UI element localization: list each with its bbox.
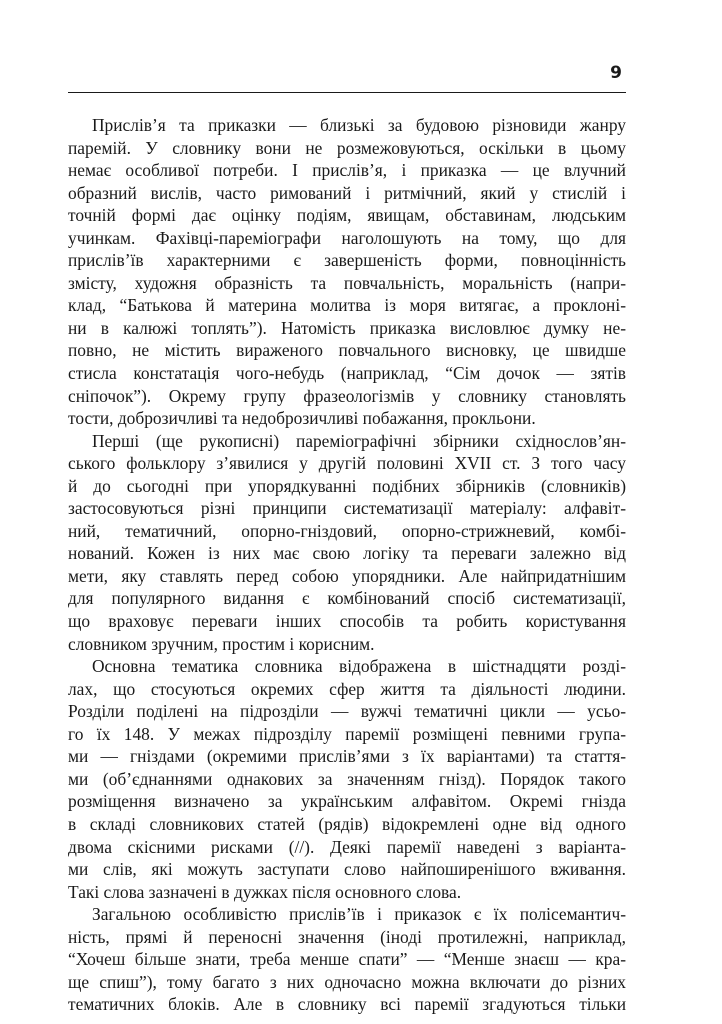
page-header (68, 62, 626, 88)
header-rule (68, 92, 626, 93)
text-line: паремій. У словнику вони не розмежовуються, оскільки в цьому (68, 137, 626, 158)
text-line: словником зручним, простим і корисним. (68, 633, 375, 654)
paragraph (68, 655, 626, 903)
text-line: Основна тематика словника відображена в шістнадцяти розді- (92, 656, 626, 677)
text-line: й до сьогодні при упорядкуванні подібних збірників (словників) (68, 475, 626, 496)
body-text (68, 114, 626, 1016)
text-line: нований. Кожен із них має свою логіку та переваги залежно від (68, 543, 626, 564)
text-line: Розділи поділені на підрозділи — вужчі тематичні цикли — усьо- (68, 701, 626, 722)
text-line: учинкам. Фахівці-пареміографи наголошують на тому, що для (68, 227, 626, 248)
text-line: точній формі дає оцінку подіям, явищам, обставинам, людським (68, 205, 626, 226)
text-line: ми слів, які можуть заступати слово найпоширенішого вживання. (68, 859, 626, 880)
page-number: 9 (610, 63, 622, 83)
text-line: тематичних блоків. Але в словнику всі паремії згадуються тільки (68, 994, 626, 1015)
paragraph (68, 114, 626, 430)
text-line: ського фольклору з’явилися у другій половині XVII ст. З того часу (68, 453, 626, 474)
text-line: змісту, художня образність та повчальність, моральність (напри- (68, 272, 626, 293)
text-line: двома скісними рисками (//). Деякі паремії наведені з варіанта- (68, 836, 626, 857)
text-line: розміщення визначено за українським алфавітом. Окремі гнізда (68, 791, 626, 812)
text-line: Такі слова зазначені в дужках після основного слова. (68, 881, 462, 902)
text-line: прислів’їв характерними є завершеність форми, повноцінність (68, 250, 626, 271)
text-line: стисла констатація чого-небудь (наприклад, “Сім дочок — зятів (68, 363, 626, 384)
text-line: образний вислів, часто римований і ритмічний, який у стислій і (68, 182, 626, 203)
paragraph (68, 903, 626, 1016)
text-line: лах, що стосуються окремих сфер життя та діяльності людини. (68, 678, 626, 699)
text-line: тости, доброзичливі та недоброзичливі побажання, прокльони. (68, 408, 536, 429)
text-line: Прислів’я та приказки — близькі за будовою різновиди жанру (92, 115, 626, 135)
text-line: що враховує переваги інших способів та робить користування (68, 611, 626, 632)
text-line: повно, не містить вираженого повчального висновку, це швидше (68, 340, 626, 361)
text-line: застосовуються різні принципи систематизації матеріалу: алфавіт- (68, 498, 626, 519)
text-line: клад, “Батькова й материна молитва із моря витягає, а проклоні- (68, 295, 626, 316)
text-line: ний, тематичний, опорно-гніздовий, опорно-стрижневий, комбі- (68, 520, 626, 541)
text-line: ни в калюжі топлять”). Натомість приказка висловлює думку не- (68, 317, 626, 338)
paragraph (68, 430, 626, 655)
text-line: “Хочеш більше знати, треба менше спати” — “Менше знаєш — кра- (68, 949, 626, 970)
text-line: го їх 148. У межах підрозділу паремії розміщені певними група- (68, 723, 626, 744)
text-line: мети, яку ставлять перед собою упорядники. Але найпридатнішим (68, 565, 626, 586)
text-line: для популярного видання є комбінований спосіб систематизації, (68, 588, 626, 609)
text-line: в складі словникових статей (рядів) відокремлені одне від одного (68, 813, 626, 834)
text-line: ми (об’єднаннями однакових за значенням гнізд). Порядок такого (68, 768, 626, 789)
text-line: ще спиш”), тому багато з них одночасно можна включати до різних (68, 971, 626, 992)
text-line: Перші (ще рукописні) пареміографічні збірники східнослов’ян- (92, 430, 626, 451)
text-line: ми — гніздами (окремими прислів’ями з їх варіантами) та стаття- (68, 746, 626, 767)
text-line: немає особливої потреби. І прислів’я, і приказка — це влучний (68, 160, 626, 181)
text-line: сніпочок”). Окрему групу фразеологізмів у словнику становлять (68, 385, 626, 406)
text-line: ність, прямі й переносні значення (іноді протилежні, наприклад, (68, 926, 626, 947)
text-line: Загальною особливістю прислів’їв і приказок є їх полісемантич- (92, 904, 626, 925)
